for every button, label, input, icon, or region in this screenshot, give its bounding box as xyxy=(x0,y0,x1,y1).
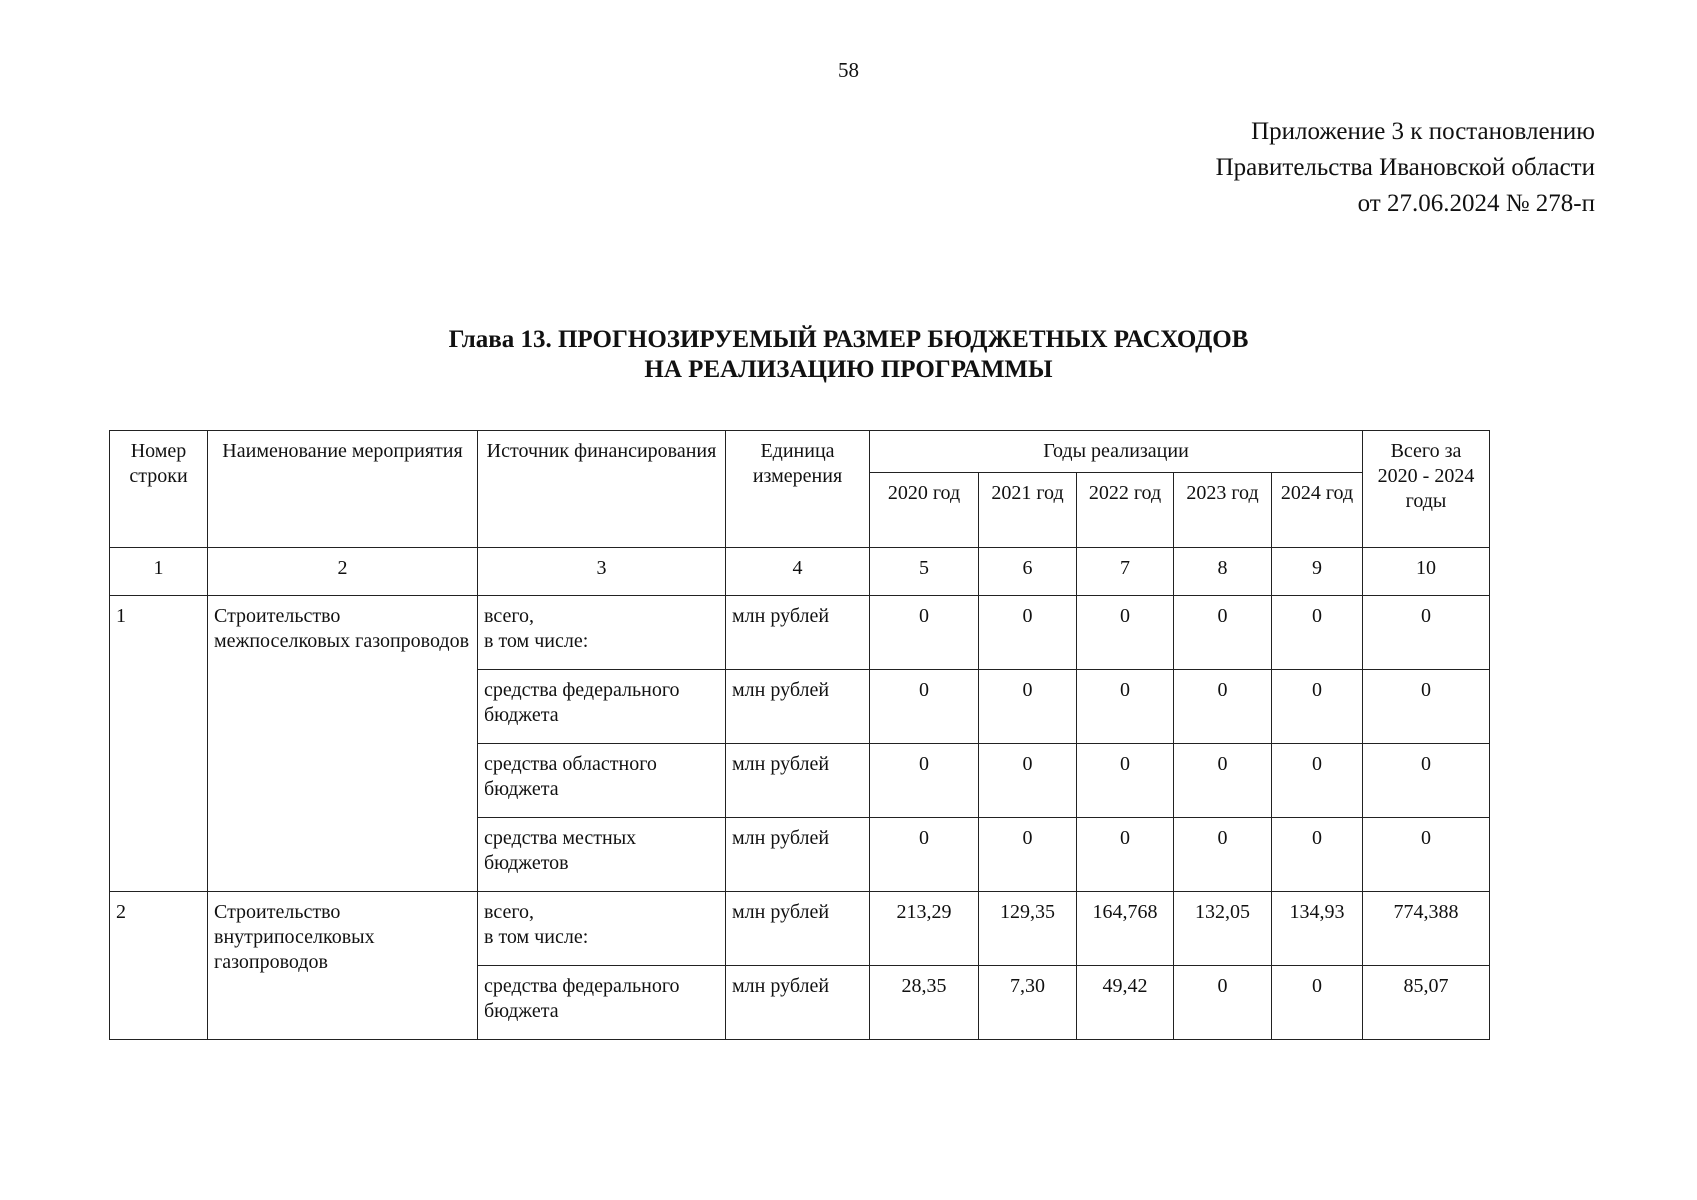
activity-name-cell: Строительство межпоселковых газопроводов xyxy=(208,596,478,892)
total-cell: 85,07 xyxy=(1363,966,1490,1040)
total-cell: 0 xyxy=(1363,744,1490,818)
header-name: Наименование мероприятия xyxy=(208,431,478,548)
value-cell: 129,35 xyxy=(979,892,1077,966)
value-cell: 0 xyxy=(1272,596,1363,670)
source-line: бюджета xyxy=(484,1000,559,1022)
value-cell: 28,35 xyxy=(870,966,979,1040)
row-number-cell: 1 xyxy=(110,596,208,892)
header-year: 2024 год xyxy=(1272,473,1363,548)
value-cell: 0 xyxy=(1077,744,1174,818)
column-number: 10 xyxy=(1363,548,1490,596)
source-line: бюджетов xyxy=(484,852,569,874)
unit-cell: млн рублей xyxy=(726,818,870,892)
source-cell xyxy=(478,596,726,670)
value-cell: 0 xyxy=(1272,670,1363,744)
unit-cell: млн рублей xyxy=(726,744,870,818)
table-header-row xyxy=(110,431,1490,473)
source-cell xyxy=(478,818,726,892)
unit-cell: млн рублей xyxy=(726,670,870,744)
source-line: средства местных xyxy=(484,827,637,849)
source-line: бюджета xyxy=(484,704,559,726)
column-number: 1 xyxy=(110,548,208,596)
header-year: 2020 год xyxy=(870,473,979,548)
appendix-line: Приложение 3 к постановлению xyxy=(1251,118,1595,145)
source-line: средства областного xyxy=(484,753,657,775)
header-row-number: Номер строки xyxy=(110,431,208,548)
value-cell: 0 xyxy=(979,744,1077,818)
header-unit: Единица измерения xyxy=(726,431,870,548)
chapter-title xyxy=(0,325,1697,385)
value-cell: 0 xyxy=(870,670,979,744)
source-line: всего, xyxy=(484,901,535,923)
appendix-reference xyxy=(1216,114,1595,222)
value-cell: 0 xyxy=(1272,966,1363,1040)
value-cell: 0 xyxy=(979,818,1077,892)
column-number: 3 xyxy=(478,548,726,596)
value-cell: 0 xyxy=(870,744,979,818)
budget-table xyxy=(109,430,1490,1040)
value-cell: 0 xyxy=(1174,818,1272,892)
value-cell: 0 xyxy=(870,596,979,670)
appendix-line: Правительства Ивановской области xyxy=(1215,154,1595,181)
value-cell: 0 xyxy=(1174,966,1272,1040)
value-cell: 0 xyxy=(979,670,1077,744)
column-number: 7 xyxy=(1077,548,1174,596)
table-row xyxy=(110,596,1490,670)
value-cell: 0 xyxy=(870,818,979,892)
header-year: 2022 год xyxy=(1077,473,1174,548)
column-number: 6 xyxy=(979,548,1077,596)
value-cell: 132,05 xyxy=(1174,892,1272,966)
header-total: Всего за 2020 - 2024 годы xyxy=(1363,431,1490,548)
value-cell: 0 xyxy=(1272,744,1363,818)
value-cell: 0 xyxy=(1077,670,1174,744)
table-row xyxy=(110,892,1490,966)
total-cell: 0 xyxy=(1363,670,1490,744)
column-number: 8 xyxy=(1174,548,1272,596)
page-number: 58 xyxy=(838,58,859,82)
header-year: 2023 год xyxy=(1174,473,1272,548)
value-cell: 213,29 xyxy=(870,892,979,966)
value-cell: 0 xyxy=(1272,818,1363,892)
source-cell xyxy=(478,744,726,818)
value-cell: 0 xyxy=(1174,596,1272,670)
source-cell xyxy=(478,670,726,744)
value-cell: 0 xyxy=(1077,818,1174,892)
source-cell xyxy=(478,892,726,966)
chapter-title-line: НА РЕАЛИЗАЦИЮ ПРОГРАММЫ xyxy=(644,356,1053,383)
header-years-group: Годы реализации xyxy=(870,431,1363,473)
source-line: в том числе: xyxy=(484,630,589,652)
total-cell: 0 xyxy=(1363,818,1490,892)
column-number-row xyxy=(110,548,1490,596)
value-cell: 134,93 xyxy=(1272,892,1363,966)
appendix-line: от 27.06.2024 № 278-п xyxy=(1357,190,1595,217)
value-cell: 0 xyxy=(1077,596,1174,670)
unit-cell: млн рублей xyxy=(726,892,870,966)
value-cell: 49,42 xyxy=(1077,966,1174,1040)
value-cell: 0 xyxy=(979,596,1077,670)
header-source: Источник финансирования xyxy=(478,431,726,548)
source-line: средства федерального xyxy=(484,679,680,701)
value-cell: 0 xyxy=(1174,670,1272,744)
value-cell: 164,768 xyxy=(1077,892,1174,966)
unit-cell: млн рублей xyxy=(726,596,870,670)
source-line: в том числе: xyxy=(484,926,589,948)
activity-name-cell: Строительство внутрипоселковых газопроводов xyxy=(208,892,478,1040)
column-number: 5 xyxy=(870,548,979,596)
value-cell: 0 xyxy=(1174,744,1272,818)
column-number: 2 xyxy=(208,548,478,596)
header-year: 2021 год xyxy=(979,473,1077,548)
row-number-cell: 2 xyxy=(110,892,208,1040)
source-line: бюджета xyxy=(484,778,559,800)
chapter-title-line: Глава 13. ПРОГНОЗИРУЕМЫЙ РАЗМЕР БЮДЖЕТНЫХ РАСХОДОВ xyxy=(448,326,1249,353)
column-number: 4 xyxy=(726,548,870,596)
source-cell xyxy=(478,966,726,1040)
column-number: 9 xyxy=(1272,548,1363,596)
source-line: средства федерального xyxy=(484,975,680,997)
value-cell: 7,30 xyxy=(979,966,1077,1040)
source-line: всего, xyxy=(484,605,535,627)
total-cell: 774,388 xyxy=(1363,892,1490,966)
unit-cell: млн рублей xyxy=(726,966,870,1040)
total-cell: 0 xyxy=(1363,596,1490,670)
